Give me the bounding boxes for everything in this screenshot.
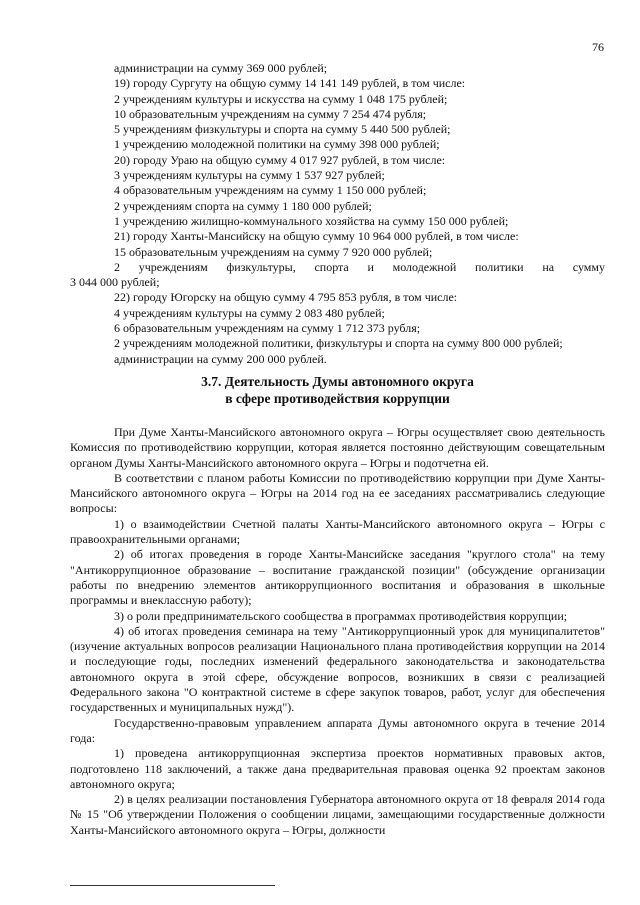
section-title-line: в сфере противодействия коррупции [225, 391, 450, 406]
list-line: 3 учреждениям культуры на сумму 1 537 927 рублей; [114, 168, 385, 183]
list-line: 1 учреждению молодежной политики на сумму 398 000 рублей; [114, 137, 440, 152]
list-line: 4 учреждениям культуры на сумму 2 083 480 рублей; [114, 305, 385, 320]
list-line: 19) городу Сургуту на общую сумму 14 141 149 рублей, в том числе: [114, 76, 466, 91]
section-heading [70, 373, 605, 407]
funding-list [70, 61, 605, 367]
page-number: 76 [592, 40, 604, 54]
list-line: 2 учреждениям физкультуры, спорта и молодежной политики на сумму [114, 259, 605, 274]
list-line: 4 образовательным учреждениям на сумму 1 150 000 рублей; [114, 183, 427, 198]
list-line: 10 образовательным учреждениям на сумму 7 254 474 рубля; [114, 106, 427, 121]
footnote-divider [70, 885, 275, 886]
list-line: 6 образовательным учреждениям на сумму 1 712 373 рубля; [114, 321, 421, 336]
paragraph: 1) проведена антикоррупционная экспертиза проектов нормативных правовых актов, подготовлено 118 заключений, а также дана предварительная правовая оценка 92 проектам законов автономного округа; [70, 746, 605, 791]
paragraph: 4) об итогах проведения семинара на тему "Антикоррупционный урок для муниципалитетов" (изучение актуальных вопросов реализации Национального плана противодействия коррупции на 2014 и последующие годы, последних изменений федерального законодательства и законодательства автономного округа в этой сфере, обсуждение вопросов, возникших в связи с реализацией Федерального закона "О контрактной системе в сфере закупок товаров, работ, услуг для обеспечения государственных и муниципальных нужд"). [70, 623, 605, 715]
list-line: 15 образовательным учреждениям на сумму 7 920 000 рублей; [114, 244, 433, 259]
section-title-line: 3.7. Деятельность Думы автономного округа [201, 374, 474, 389]
list-line: 3 044 000 рублей; [70, 275, 160, 290]
list-line: 2 учреждениям культуры и искусства на сумму 1 048 175 рублей; [114, 91, 448, 106]
list-line: 2 учреждениям молодежной политики, физкультуры и спорта на сумму 800 000 рублей; [114, 336, 563, 351]
list-line: администрации на сумму 200 000 рублей. [114, 351, 327, 366]
list-line: администрации на сумму 369 000 рублей; [114, 61, 328, 75]
paragraph: 3) о роли предпринимательского сообщества в программах противодействия коррупции; [114, 608, 568, 623]
section-body [70, 425, 605, 838]
list-line: 1 учреждению жилищно-коммунального хозяйства на сумму 150 000 рублей; [114, 213, 509, 228]
paragraph: 1) о взаимодействии Счетной палаты Ханты-Мансийского автономного округа – Югры с правоохранительными органами; [70, 516, 605, 547]
paragraph: 2) в целях реализации постановления Губернатора автономного округа от 18 февраля 2014 года № 15 "Об утверждении Положения о сообщении лицами, замещающими государственные должности Ханты-Мансийского автономного округа – Югры, должности [70, 792, 605, 837]
paragraph: В соответствии с планом работы Комиссии по противодействию коррупции при Думе Ханты-Мансийского автономного округа – Югры на 2014 год на ее заседаниях рассматривались следующие вопросы: [70, 470, 605, 516]
list-line: 5 учреждениям физкультуры и спорта на сумму 5 440 500 рублей; [114, 122, 451, 137]
list-line: 22) городу Югорску на общую сумму 4 795 853 рубля, в том числе: [114, 290, 458, 305]
paragraph: Государственно-правовым управлением аппарата Думы автономного округа в течение 2014 года: [70, 715, 605, 745]
list-line: 21) городу Ханты-Мансийску на общую сумму 10 964 000 рублей, в том числе: [114, 229, 519, 244]
list-line: 2 учреждениям спорта на сумму 1 180 000 рублей; [114, 198, 372, 213]
list-line: 20) городу Ураю на общую сумму 4 017 927 рублей, в том числе: [114, 152, 446, 167]
paragraph: 2) об итогах проведения в городе Ханты-Мансийске заседания "круглого стола" на тему "Антикоррупционное образование – воспитание гражданской позиции" (обсуждение организации работы по внедрению элементов антикоррупционного воспитания и образования в школьные программы и внеклассную работу); [70, 547, 605, 608]
paragraph: При Думе Ханты-Мансийского автономного округа – Югры осуществляет свою деятельность Комиссия по противодействию коррупции, которая является постоянно действующим совещательным органом Думы Ханты-Мансийского автономного округа – Югры и подотчетна ей. [70, 425, 605, 470]
